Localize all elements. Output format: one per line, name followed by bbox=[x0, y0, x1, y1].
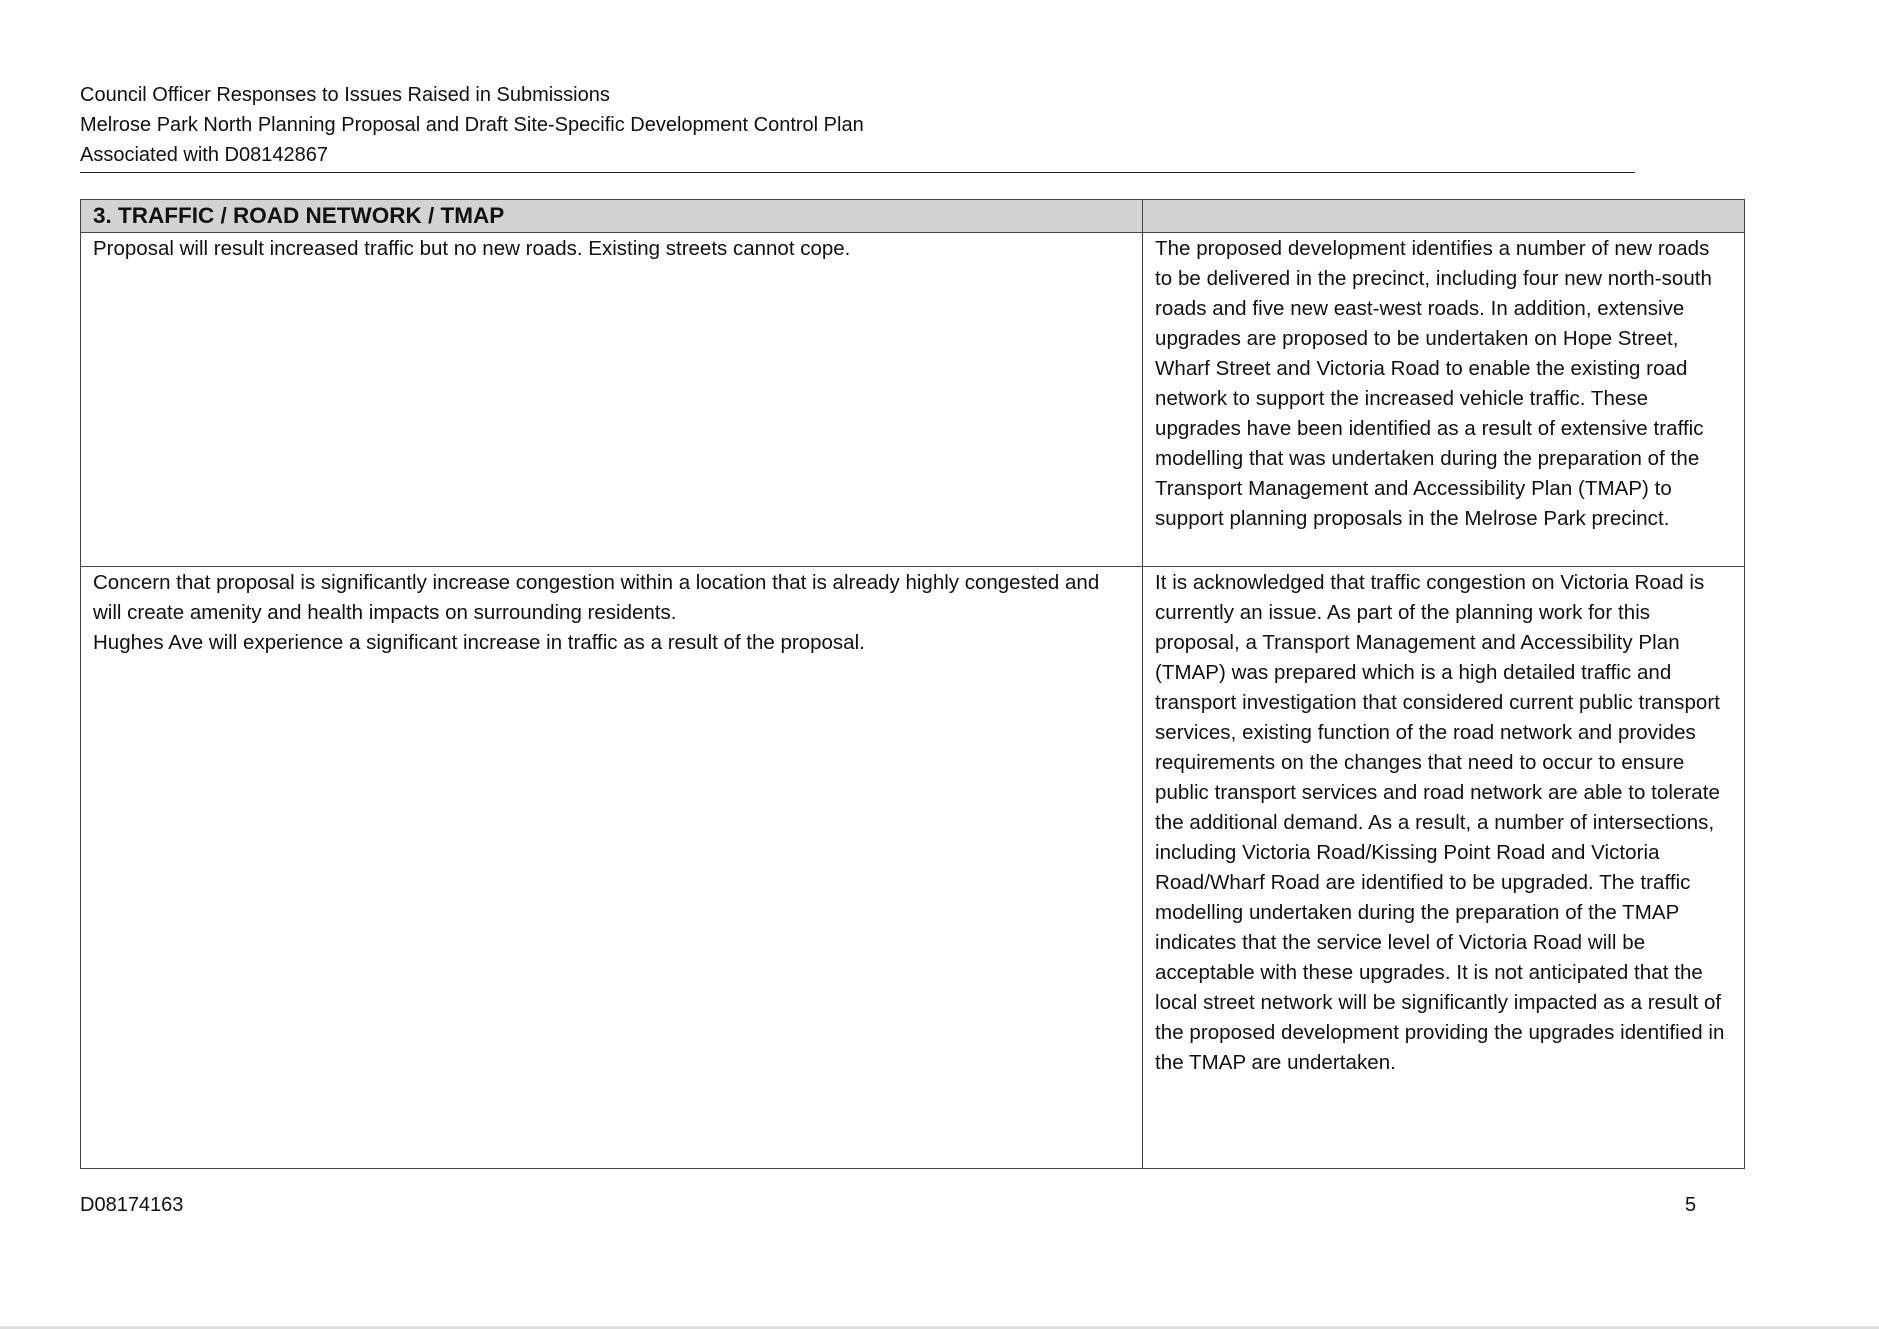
header-reference: Associated with D08142867 bbox=[80, 144, 328, 166]
header-title: Council Officer Responses to Issues Raised in Submissions bbox=[80, 84, 610, 106]
response-cell: The proposed development identifies a number of new roads to be delivered in the precinct, including four new north-south roads and five new east-west roads. In addition, extensive upgrades are proposed to be undertaken on Hope Street, Wharf Street and Victoria Road to enable the existing road network to support the increased vehicle traffic. These upgrades have been identified as a result of extensive traffic modelling that was undertaken during the preparation of the Transport Management and Accessibility Plan (TMAP) to support planning proposals in the Melrose Park precinct. bbox=[1143, 233, 1745, 567]
submissions-table bbox=[80, 199, 1745, 1169]
section-title: 3. TRAFFIC / ROAD NETWORK / TMAP bbox=[81, 200, 1143, 233]
issue-text: Concern that proposal is significantly increase congestion within a location that is already highly congested and will create amenity and health impacts on surrounding residents. bbox=[93, 571, 1100, 624]
footer-page-number: 5 bbox=[1685, 1194, 1697, 1216]
issue-text: Hughes Ave will experience a significant increase in traffic as a result of the proposal. bbox=[93, 631, 865, 654]
footer-document-id: D08174163 bbox=[80, 1194, 184, 1216]
header-subtitle: Melrose Park North Planning Proposal and Draft Site-Specific Development Control Plan bbox=[80, 114, 864, 136]
section-heading-row bbox=[81, 200, 1745, 233]
table-row bbox=[81, 233, 1745, 567]
issue-cell bbox=[81, 567, 1143, 1169]
table-row bbox=[81, 567, 1745, 1169]
issue-cell bbox=[81, 233, 1143, 567]
section-title-blank bbox=[1143, 200, 1745, 233]
response-cell: It is acknowledged that traffic congestion on Victoria Road is currently an issue. As part of the planning work for this proposal, a Transport Management and Accessibility Plan (TMAP) was prepared which is a high detailed traffic and transport investigation that considered current public transport services, existing function of the road network and provides requirements on the changes that need to occur to ensure public transport services and road network are able to tolerate the additional demand. As a result, a number of intersections, including Victoria Road/Kissing Point Road and Victoria Road/Wharf Road are identified to be upgraded. The traffic modelling undertaken during the preparation of the TMAP indicates that the service level of Victoria Road will be acceptable with these upgrades. It is not anticipated that the local street network will be significantly impacted as a result of the proposed development providing the upgrades identified in the TMAP are undertaken. bbox=[1143, 567, 1745, 1169]
page-header bbox=[80, 80, 1635, 173]
issue-text: Proposal will result increased traffic but no new roads. Existing streets cannot cope. bbox=[93, 237, 851, 260]
